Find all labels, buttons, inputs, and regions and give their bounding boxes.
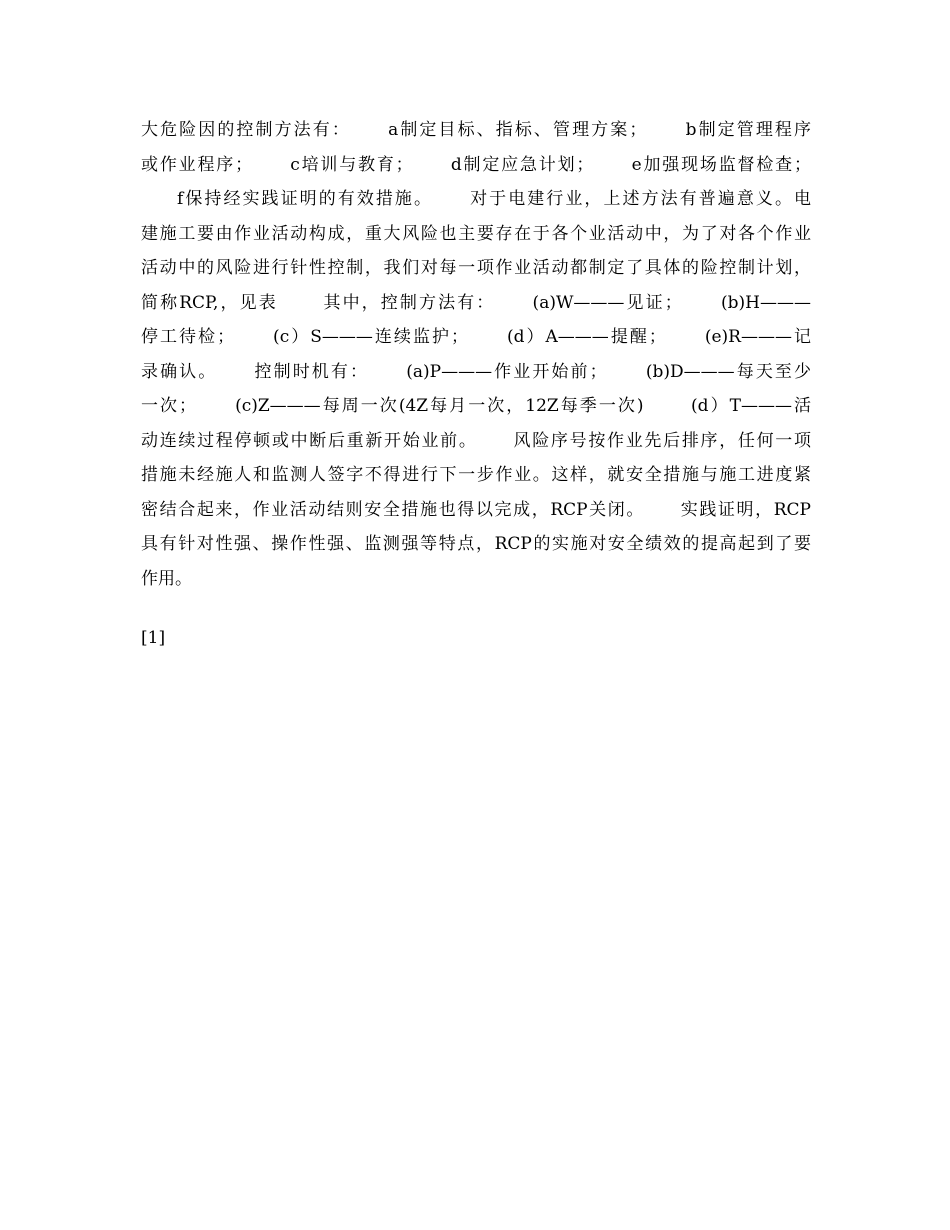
- text-line: 简称RCP,，见表 其中，控制方法有： (a)W———见证； (b)H———: [141, 292, 811, 313]
- text-line: 密结合起来，作业活动结则安全措施也得以完成，RCP关闭。 实践证明，RCP: [141, 499, 811, 520]
- text-line: 大危险因的控制方法有： a制定目标、指标、管理方案； b制定管理程序: [141, 120, 811, 140]
- text-line: f保持经实践证明的有效措施。 对于电建行业，上述方法有普遍意义。电: [177, 189, 811, 209]
- text-line: 作用。: [141, 568, 192, 589]
- text-line: 活动中的风险进行针性控制，我们对每一项作业活动都制定了具体的险控制计划，: [141, 258, 811, 278]
- footnote-reference: [1]: [141, 628, 166, 648]
- text-line: 措施未经施人和监测人签字不得进行下一步作业。这样，就安全措施与施工进度紧: [141, 465, 811, 485]
- body-paragraph: [141, 113, 811, 596]
- text-line: 具有针对性强、操作性强、监测强等特点，RCP的实施对安全绩效的提高起到了要: [141, 534, 811, 554]
- text-line: 录确认。 控制时机有： (a)P———作业开始前； (b)D———每天至少: [141, 361, 811, 382]
- text-line: 动连续过程停顿或中断后重新开始业前。 风险序号按作业先后排序，任何一项: [141, 430, 811, 451]
- text-line: 或作业程序； c培训与教育； d制定应急计划； e加强现场监督检查；: [141, 154, 811, 175]
- text-line: 一次； (c)Z———每周一次(4Z每月一次，12Z每季一次) (d）T———活: [141, 396, 811, 416]
- text-line: 建施工要由作业活动构成，重大风险也主要存在于各个业活动中，为了对各个作业: [141, 223, 811, 244]
- text-line: 停工待检； (c）S———连续监护； (d）A———提醒； (e)R———记: [141, 327, 811, 347]
